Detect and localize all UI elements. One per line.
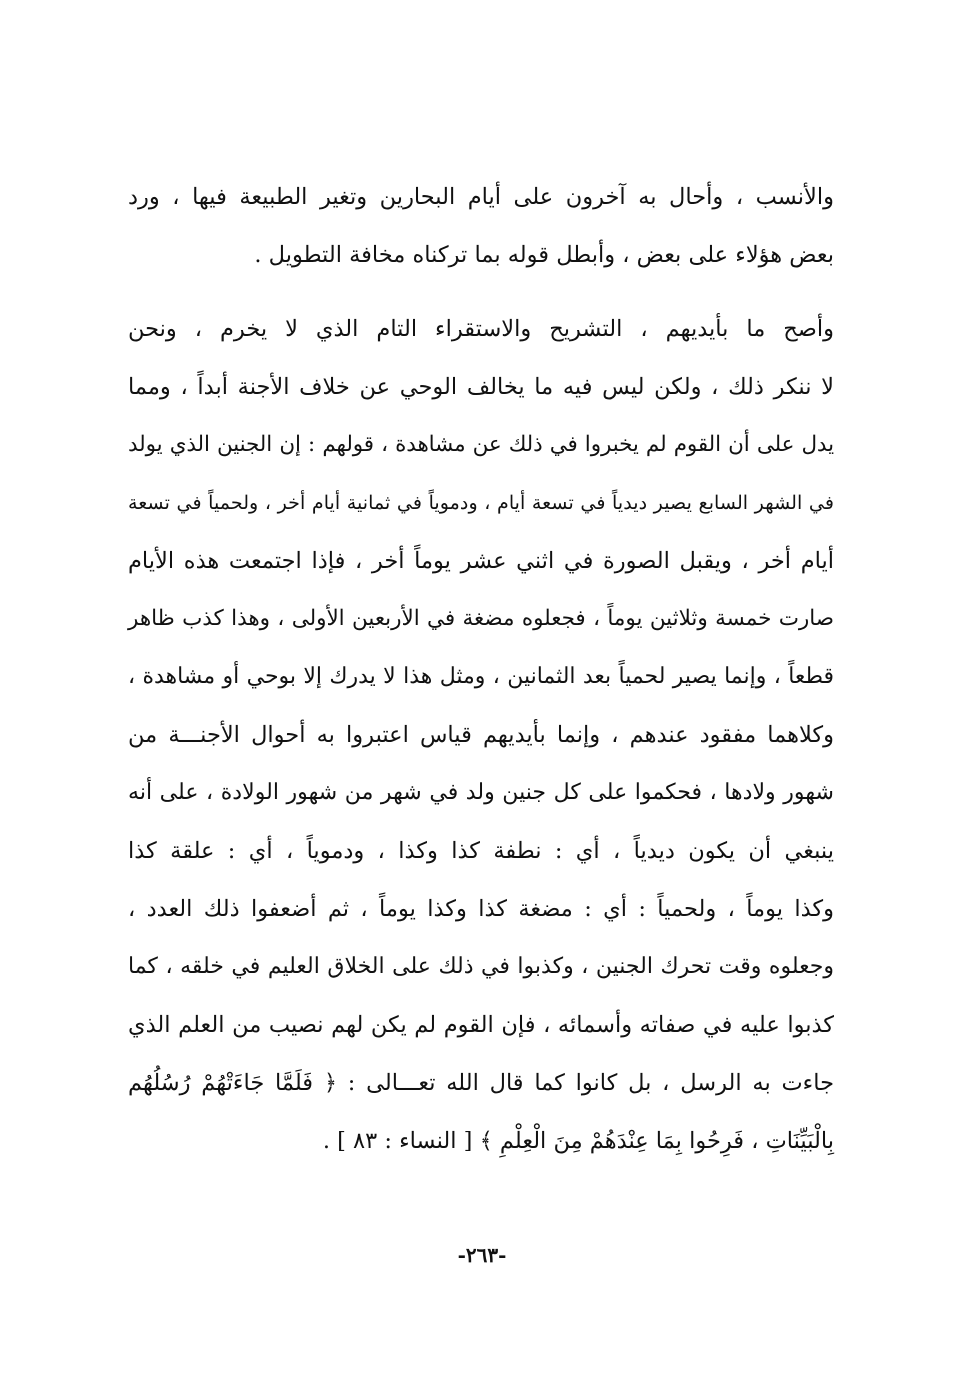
- page-number: -٢٦٣-: [457, 1243, 507, 1267]
- text-line: صارت خمسة وثلاثين يوماً ، فجعلوه مضغة في الأربعين الأولى ، وهذا كذب ظاهر: [128, 606, 834, 631]
- text-line: بعض هؤلاء على بعض ، وأبطل قوله بما تركناه مخافة التطويل .: [254, 242, 834, 268]
- text-line: لا ننكر ذلك ، ولكن ليس فيه ما يخالف الوحي عن خلاف الأجنة أبداً ، ومما: [128, 374, 834, 400]
- text-line: جاءت به الرسل ، بل كانوا كما قال الله تعـــالى : ﴿ فَلَمَّا جَاءَتْهُمْ رُسُلُهُم: [128, 1070, 834, 1096]
- text-line: يدل على أن القوم لم يخبروا في ذلك عن مشاهدة ، قولهم : إن الجنين الذي يولد: [128, 432, 834, 457]
- text-line: ينبغي أن يكون ديدياً ، أي : نطفة كذا وكذا ، ودموياً ، أي : علقة كذا: [128, 838, 834, 864]
- text-line: أيام أخر ، ويقبل الصورة في اثني عشر يوماً أخر ، فإذا اجتمعت هذه الأيام: [128, 548, 834, 574]
- text-line: وجعلوه وقت تحرك الجنين ، وكذبوا في ذلك على الخلاق العليم في خلقه ، كما: [128, 954, 834, 979]
- text-line: وكلاهما مفقود عندهم ، وإنما بأيديهم قياس اعتبروا به أحوال الأجنـــة من: [128, 722, 834, 748]
- text-line: في الشهر السابع يصير ديدياً في تسعة أيام ، ودموياً في ثمانية أيام أخر ، ولحمياً في تسعة: [128, 491, 834, 514]
- paragraph-1: [128, 168, 834, 284]
- text-line: وأصح ما بأيديهم ، التشريح والاستقراء التام الذي لا يخرم ، ونحن: [128, 316, 834, 342]
- text-line: شهور ولادها ، فحكموا على كل جنين ولد في شهر من شهور الولادة ، على أنه: [128, 780, 834, 805]
- text-line: وكذا يوماً ، ولحمياً : أي : مضغة كذا وكذا يوماً ، ثم أضعفوا ذلك العدد ،: [128, 896, 834, 922]
- text-line: كذبوا عليه في صفاته وأسمائه ، فإن القوم لم يكن لهم نصيب من العلم الذي: [128, 1012, 834, 1038]
- text-line: والأنسب ، وأحال به آخرون على أيام البحارين وتغير الطبيعة فيها ، ورد: [128, 184, 834, 210]
- paragraph-2: [128, 300, 834, 1170]
- text-line: قطعاً ، وإنما يصير لحمياً بعد الثمانين ، ومثل هذا لا يدرك إلا بوحي أو مشاهدة ،: [128, 664, 834, 689]
- text-line: بِالْبَيِّنَاتِ ، فَرِحُوا بِمَا عِنْدَهُمْ مِنَ الْعِلْمِ ﴾ [ النساء : ٨٣ ] .: [322, 1128, 834, 1154]
